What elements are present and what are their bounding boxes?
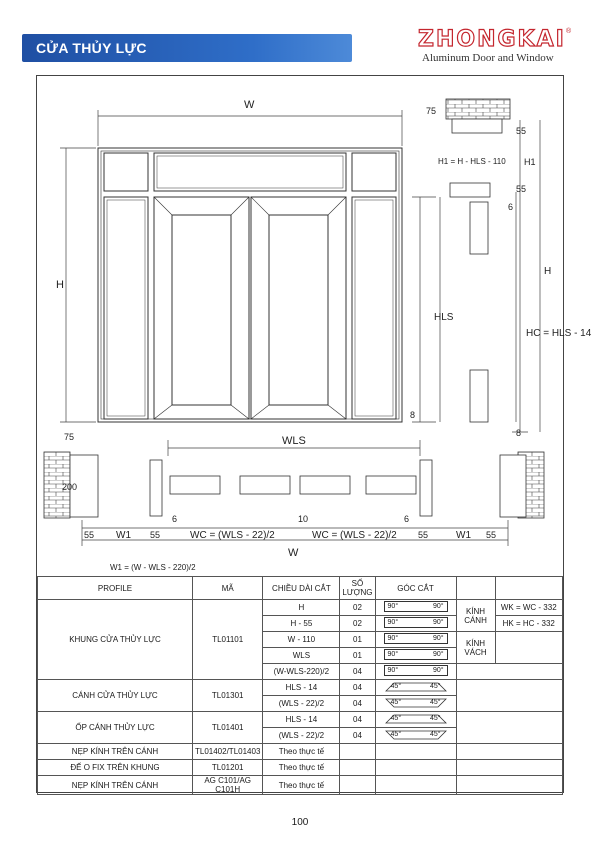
- dim-label-w: W: [244, 99, 255, 111]
- dim-label-8-door: 8: [410, 410, 416, 420]
- dim-label-hc: HC = HLS - 14: [526, 328, 592, 339]
- dim-label-55-br: 55: [418, 530, 429, 540]
- angle-cell: 90° 90°: [375, 600, 456, 616]
- qty-cell: 02: [340, 616, 375, 632]
- qty-cell: 01: [340, 648, 375, 664]
- dim-label-h1: H1: [524, 157, 536, 167]
- length-cell: W - 110: [263, 632, 340, 648]
- dim-label-200: 200: [62, 482, 78, 492]
- dim-label-55-bl2: 55: [150, 530, 161, 540]
- note-kinh-vach: KÍNH VÁCH: [456, 632, 495, 664]
- col-header-qty: SỐ LƯỢNG: [340, 577, 375, 600]
- length-cell: H - 55: [263, 616, 340, 632]
- cutting-spec-table: [37, 576, 563, 795]
- dim-label-wc-right: WC = (WLS - 22)/2: [312, 530, 397, 541]
- table-row: [38, 600, 563, 616]
- col-header-angle: GÓC CẮT: [375, 577, 456, 600]
- angle-cell: 90° 90°: [375, 616, 456, 632]
- profile-cell: KHUNG CỬA THỦY LỰC: [38, 600, 193, 680]
- code-cell: TL01402/TL01403: [193, 744, 263, 760]
- section-title: CỬA THỦY LỰC: [36, 40, 147, 56]
- profile-cell: NẸP KÍNH TRÊN CÁNH: [38, 744, 193, 760]
- table-header-row: [38, 577, 563, 600]
- dim-label-55-mid: 55: [516, 184, 527, 194]
- qty-cell: 04: [340, 696, 375, 712]
- length-cell: Theo thực tế: [263, 760, 340, 776]
- transom-center: [154, 153, 346, 191]
- angle-cell: 90° 90°: [375, 648, 456, 664]
- length-cell: H: [263, 600, 340, 616]
- qty-cell: 02: [340, 600, 375, 616]
- length-cell: WLS: [263, 648, 340, 664]
- brand-registered-mark: ®: [566, 28, 572, 35]
- length-cell: (WLS - 22)/2: [263, 728, 340, 744]
- profile-cell: NẸP KÍNH TRÊN CÁNH: [38, 776, 193, 795]
- dim-label-h1-formula: H1 = H - HLS - 110: [438, 157, 506, 166]
- dim-label-h-right: H: [544, 266, 552, 277]
- dim-label-55-br2: 55: [486, 530, 497, 540]
- note-kinh-canh: KÍNH CÁNH: [456, 600, 495, 632]
- angle-cell: 45° 45°: [375, 696, 456, 712]
- brand-subtitle: Aluminum Door and Window: [422, 52, 554, 64]
- transom-left: [104, 153, 148, 191]
- angle-cell: 90° 90°: [375, 664, 456, 680]
- dim-label-w1-right: W1: [456, 530, 471, 541]
- length-cell: Theo thực tế: [263, 744, 340, 760]
- dim-label-55-bl: 55: [84, 530, 95, 540]
- dim-label-8-right: 8: [516, 428, 522, 438]
- angle-cell: 45° 45°: [375, 712, 456, 728]
- wall-section-top: [446, 99, 510, 119]
- note-hk: HK = HC - 332: [495, 616, 562, 632]
- door-outer-frame: [98, 148, 402, 422]
- dim-label-10: 10: [298, 514, 309, 524]
- code-cell: TL01101: [193, 600, 263, 680]
- page-number: 100: [291, 817, 309, 828]
- code-cell: TL01401: [193, 712, 263, 744]
- code-cell: TL01301: [193, 680, 263, 712]
- profile-cell: ĐẾ O FIX TRÊN KHUNG: [38, 760, 193, 776]
- qty-cell: 04: [340, 728, 375, 744]
- dim-label-w-bottom: W: [288, 547, 299, 559]
- dim-label-w1-formula: W1 = (W - WLS - 220)/2: [110, 563, 196, 572]
- length-cell: HLS - 14: [263, 680, 340, 696]
- angle-cell: 90° 90°: [375, 632, 456, 648]
- table-row: [38, 712, 563, 728]
- note-wk: WK = WC - 332: [495, 600, 562, 616]
- table-row: [38, 680, 563, 696]
- table-row: [38, 776, 563, 795]
- length-cell: (WLS - 22)/2: [263, 696, 340, 712]
- profile-cell: CÁNH CỬA THỦY LỰC: [38, 680, 193, 712]
- col-header-profile: PROFILE: [38, 577, 193, 600]
- dim-label-75-top: 75: [426, 106, 437, 116]
- col-header-code: MÃ: [193, 577, 263, 600]
- qty-cell: 01: [340, 632, 375, 648]
- code-cell: TL01201: [193, 760, 263, 776]
- dim-label-h: H: [56, 279, 64, 291]
- dim-label-wc-left: WC = (WLS - 22)/2: [190, 530, 275, 541]
- qty-cell: 04: [340, 712, 375, 728]
- qty-cell: 04: [340, 664, 375, 680]
- dim-label-6-right: 6: [508, 202, 514, 212]
- table-row: [38, 760, 563, 776]
- dim-label-75-left: 75: [64, 432, 75, 442]
- table-row: [38, 744, 563, 760]
- dim-label-55-top: 55: [516, 126, 527, 136]
- length-cell: (W-WLS-220)/2: [263, 664, 340, 680]
- brand-name: ZHONGKAI: [418, 27, 566, 52]
- length-cell: Theo thực tế: [263, 776, 340, 795]
- sidelight-left: [104, 197, 148, 419]
- profile-cell: ỐP CÁNH THỦY LỰC: [38, 712, 193, 744]
- dim-label-hls: HLS: [434, 312, 454, 323]
- length-cell: HLS - 14: [263, 712, 340, 728]
- dim-label-wls: WLS: [282, 435, 306, 447]
- door-leaf-left: [154, 197, 249, 419]
- angle-cell: 45° 45°: [375, 680, 456, 696]
- door-leaf-right: [251, 197, 346, 419]
- code-cell: AG C101/AG C101H: [193, 776, 263, 795]
- dim-label-6-left: 6: [172, 514, 178, 524]
- sidelight-right: [352, 197, 396, 419]
- dim-label-w1-left: W1: [116, 530, 131, 541]
- col-header-length: CHIỀU DÀI CẮT: [263, 577, 340, 600]
- angle-cell: 45° 45°: [375, 728, 456, 744]
- qty-cell: 04: [340, 680, 375, 696]
- transom-right: [352, 153, 396, 191]
- dim-label-6-right-bottom: 6: [404, 514, 410, 524]
